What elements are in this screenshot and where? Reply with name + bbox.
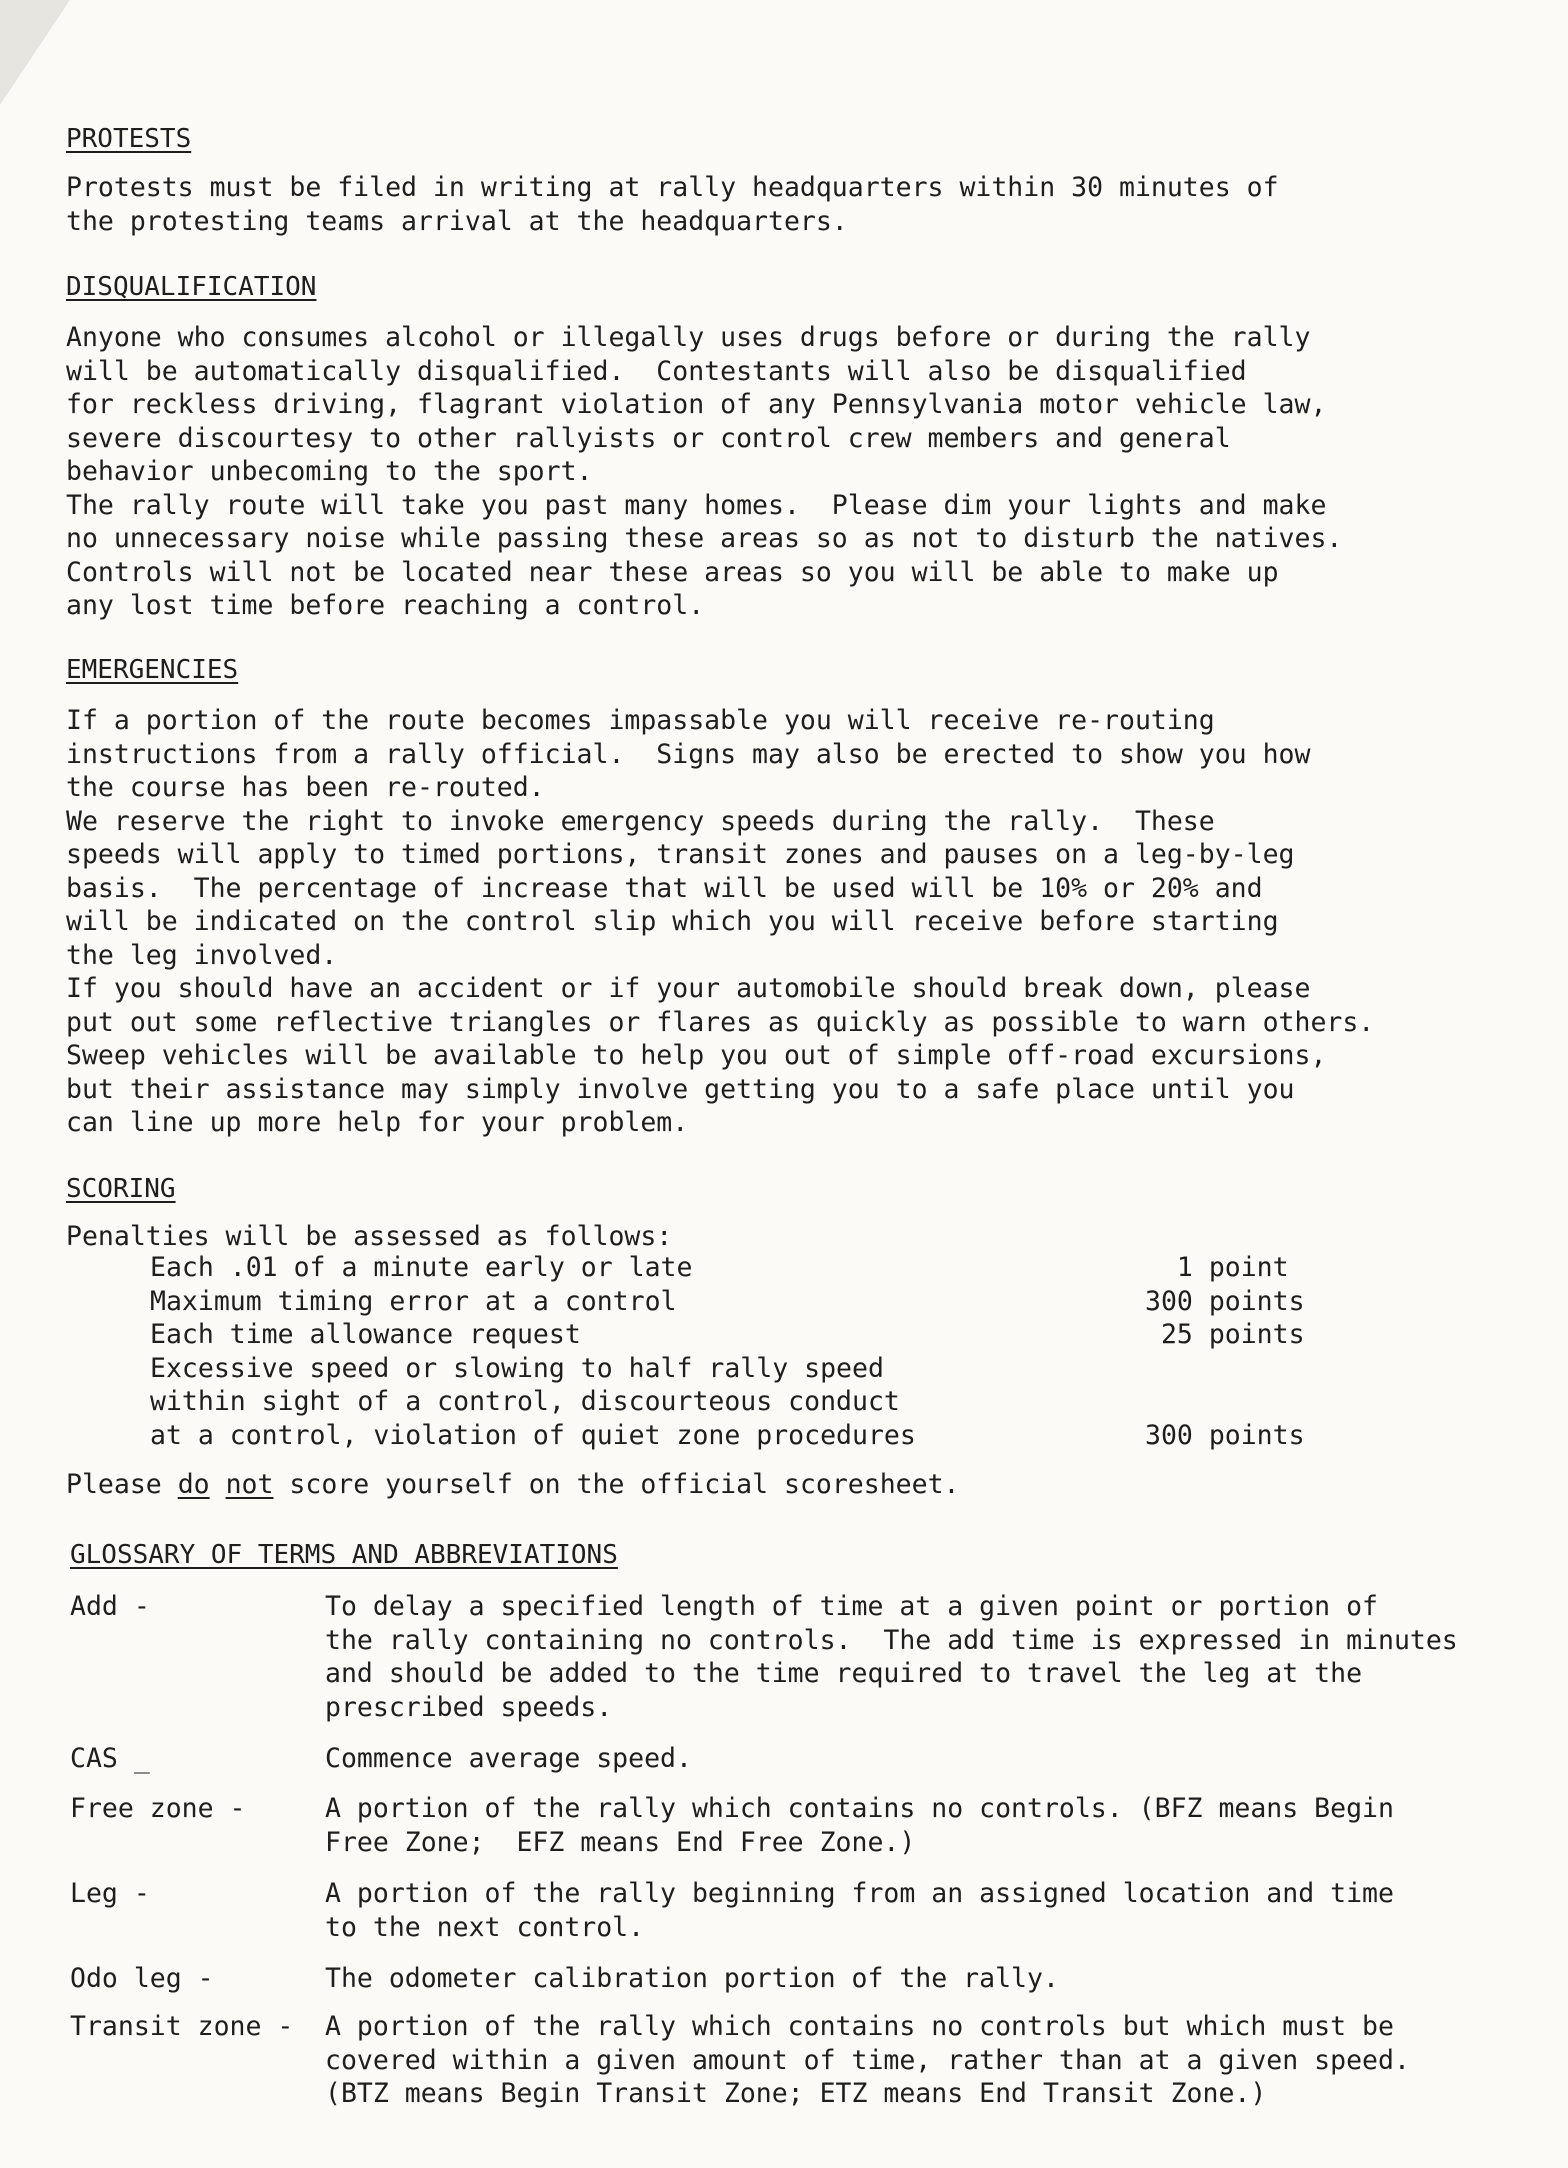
glossary-definition: A portion of the rally which contains no controls. (BFZ means Begin Free Zone; EFZ means End Free Zone.) [325,1793,1394,1858]
page-corner-fold [0,0,70,105]
emergencies-line-9: If you should have an accident or if your automobile should break down, please [66,973,1311,1004]
emergencies-line-3: the course has been re-routed. [66,772,545,803]
penalty-row [150,1285,1330,1319]
protests-line-1: Protests must be filed in writing at rally headquarters within 30 minutes of [66,172,1279,203]
glossary-item-cas [70,1742,1540,1776]
disqualification-line-8: Controls will not be located near these areas so you will be able to make up [66,556,1279,588]
penalty-description: Maximum timing error at a control [150,1285,677,1317]
penalty-description: Each .01 of a minute early or late [150,1252,693,1283]
disqualification-line-4: severe discourtesy to other rallyists or control crew members and general [66,422,1231,454]
glossary-definition: A portion of the rally beginning from an assigned location and time to the next control. [325,1878,1394,1943]
glossary-term: Odo leg - [70,1963,214,1994]
glossary-term: Add - [70,1591,150,1622]
penalty-row [150,1352,1330,1453]
glossary-item-transit-zone [70,2010,1540,2111]
emergencies-line-11: Sweep vehicles will be available to help you out of simple off-road excursions, [66,1040,1327,1071]
glossary-item-add [70,1590,1540,1724]
penalty-points: 300 points [1145,1419,1305,1451]
penalty-points: 1 point [1145,1252,1289,1283]
emergencies-line-1: If a portion of the route becomes impassable you will receive re-routing [66,705,1215,736]
disqualification-line-5: behavior unbecoming to the sport. [66,456,593,487]
emergencies-line-13: can line up more help for your problem. [66,1107,689,1138]
glossary-definition: The odometer calibration portion of the rally. [325,1963,1059,1994]
glossary-term: Free zone - [70,1793,246,1824]
disqualification-line-7: no unnecessary noise while passing these areas so as not to disturb the natives. [66,523,1343,554]
note-text-end: score yourself on the official scoresheet. [273,1469,960,1500]
penalty-row [150,1251,1330,1285]
scoresheet-note [66,1469,960,1500]
glossary-term: Transit zone - [70,2011,294,2042]
note-text-start: Please [66,1469,178,1500]
emergencies-line-7: will be indicated on the control slip which you will receive before starting [66,906,1279,937]
penalty-description: Excessive speed or slowing to half rally speed within sight of a control, discourteous conduct at a control, violation of quiet zone procedures [150,1352,916,1451]
scoring-heading: SCORING [66,1174,176,1204]
emergencies-line-2: instructions from a rally official. Signs may also be erected to show you how [66,738,1311,770]
glossary-definition: To delay a specified length of time at a given point or portion of the rally containing no controls. The add time is expressed in minutes and should be added to the time required to travel the leg at the prescribed speeds. [325,1591,1458,1723]
emergencies-line-10: put out some reflective triangles or flares as quickly as possible to warn others. [66,1006,1375,1038]
emergencies-heading: EMERGENCIES [66,655,239,685]
glossary-term: Leg - [70,1878,150,1909]
emergencies-line-12: but their assistance may simply involve getting you to a safe place until you [66,1073,1295,1105]
emergencies-line-4: We reserve the right to invoke emergency speeds during the rally. These [66,805,1215,837]
penalty-points: 25 points [1145,1319,1305,1350]
emergencies-line-6: basis. The percentage of increase that will be used will be 10% or 20% and [66,872,1263,904]
glossary-term: CAS _ [70,1743,150,1774]
disqualification-line-2: will be automatically disqualified. Contestants will also be disqualified [66,355,1247,387]
glossary-heading: GLOSSARY OF TERMS AND ABBREVIATIONS [70,1540,618,1570]
penalties-table [150,1251,1330,1452]
note-emphasis-do: do [177,1469,210,1500]
scoring-intro: Penalties will be assessed as follows: [66,1221,673,1252]
note-emphasis-not: not [225,1469,274,1500]
glossary-item-free-zone [70,1792,1540,1859]
disqualification-heading: DISQUALIFICATION [66,272,317,302]
disqualification-text [66,321,1342,623]
penalty-description: Each time allowance request [150,1319,581,1350]
glossary-item-odo-leg [70,1962,1540,1996]
protests-heading: PROTESTS [66,124,192,154]
disqualification-line-9: any lost time before reaching a control. [66,590,705,621]
protests-line-2: the protesting teams arrival at the headquarters. [66,205,848,237]
penalty-points: 300 points [1145,1285,1305,1317]
glossary-definition: A portion of the rally which contains no controls but which must be covered within a given amount of time, rather than at a given speed. (BTZ means Begin Transit Zone; ETZ means End Transit Zone.) [325,2011,1410,2109]
disqualification-line-6: The rally route will take you past many homes. Please dim your lights and make [66,489,1327,521]
penalty-row [150,1318,1330,1352]
emergencies-line-5: speeds will apply to timed portions, transit zones and pauses on a leg-by-leg [66,839,1295,870]
disqualification-line-3: for reckless driving, flagrant violation of any Pennsylvania motor vehicle law, [66,389,1327,420]
emergencies-text [66,704,1374,1140]
glossary-item-leg [70,1877,1540,1944]
protests-text [66,171,1279,238]
emergencies-line-8: the leg involved. [66,939,338,971]
glossary-definition: Commence average speed. [325,1743,692,1774]
disqualification-line-1: Anyone who consumes alcohol or illegally uses drugs before or during the rally [66,322,1311,353]
